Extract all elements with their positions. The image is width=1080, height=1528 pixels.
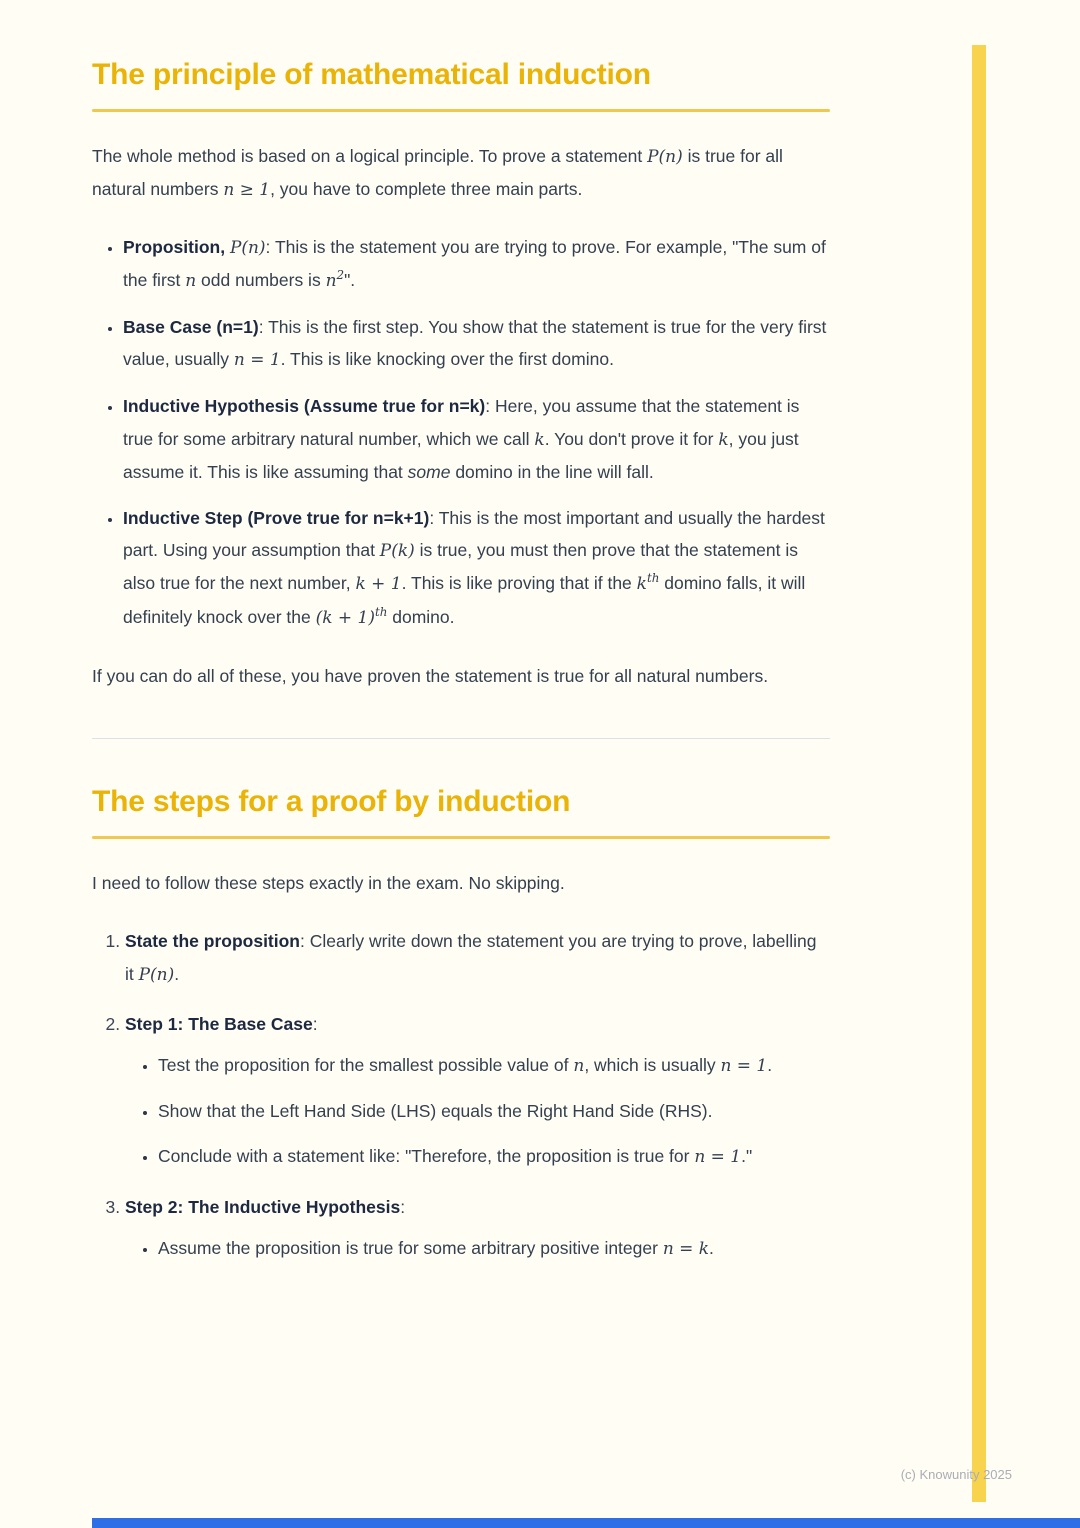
- section1-intro-paragraph: The whole method is based on a logical principle. To prove a statement P(n) is true for all natural numbers n ≥ 1, you have to complete three main parts.: [92, 145, 783, 201]
- step-item-text: Step 2: The Inductive Hypothesis:: [125, 1196, 406, 1217]
- list-item-text: Proposition, P(n): This is the statement you are trying to prove. For example, "The sum of the first n odd numbers is $n^2$".: [123, 236, 826, 291]
- list-item-inductive-hypothesis: [123, 390, 830, 488]
- substep-text: Test the proposition for the smallest possible value of n, which is usually n = 1.: [158, 1055, 773, 1077]
- list-item-text: Base Case (n=1): This is the first step. You show that the statement is true for the very first value, usually n = 1. This is like knocking over the first domino.: [123, 317, 827, 371]
- step-item-inductive-hypothesis: [125, 1191, 830, 1265]
- section2-title-underline: [92, 836, 830, 839]
- yellow-side-stripe: [972, 45, 986, 1502]
- step-item-text: Step 1: The Base Case:: [125, 1013, 318, 1034]
- step-item-base-case: [125, 1008, 830, 1174]
- step-item-state-proposition: [125, 925, 830, 990]
- list-item-proposition: [123, 231, 830, 297]
- section2-title: The steps for a proof by induction: [92, 785, 571, 819]
- list-item-text: Inductive Step (Prove true for n=k+1): This is the most important and usually the hardest part. Using your assumption that P(k) is true, you must then prove that the statement is also true for the next number, k + 1. This is like proving that if the $k^{th}$ domino falls, it will definitely knock over the $(k + 1)^{th}$ domino.: [123, 508, 825, 628]
- proof-steps-list: [92, 925, 830, 1265]
- base-case-substeps: [125, 1049, 830, 1174]
- list-item-inductive-step: [123, 502, 830, 634]
- substep-item: [158, 1049, 830, 1082]
- induction-parts-list: [92, 231, 830, 634]
- section1-outro-paragraph: If you can do all of these, you have proven the statement is true for all natural numbers.: [92, 665, 769, 686]
- substep-text: Conclude with a statement like: "Therefore, the proposition is true for n = 1.": [158, 1146, 753, 1168]
- substep-text: Assume the proposition is true for some arbitrary positive integer n = k.: [158, 1237, 714, 1259]
- substep-text: Show that the Left Hand Side (LHS) equals the Right Hand Side (RHS).: [158, 1101, 713, 1122]
- copyright-footer: (c) Knowunity 2025: [900, 1467, 1012, 1482]
- substep-item: [158, 1232, 830, 1265]
- blue-bottom-bar: [92, 1518, 1080, 1528]
- section2-intro-paragraph: I need to follow these steps exactly in the exam. No skipping.: [92, 872, 565, 893]
- substep-item: [158, 1095, 830, 1127]
- step-item-text: State the proposition: Clearly write down the statement you are trying to prove, labelling it P(n).: [125, 931, 817, 985]
- list-item-text: Inductive Hypothesis (Assume true for n=k): Here, you assume that the statement is true for some arbitrary natural number, which we call k. You don't prove it for k, you just assume it. This is like assuming that some domino in the line will fall.: [123, 396, 800, 482]
- section-divider: [92, 738, 830, 739]
- inductive-hypothesis-substeps: [125, 1232, 830, 1265]
- section1-title-underline: [92, 109, 830, 112]
- list-item-base-case: [123, 311, 830, 376]
- section1-title: The principle of mathematical induction: [92, 58, 651, 91]
- substep-item: [158, 1140, 830, 1173]
